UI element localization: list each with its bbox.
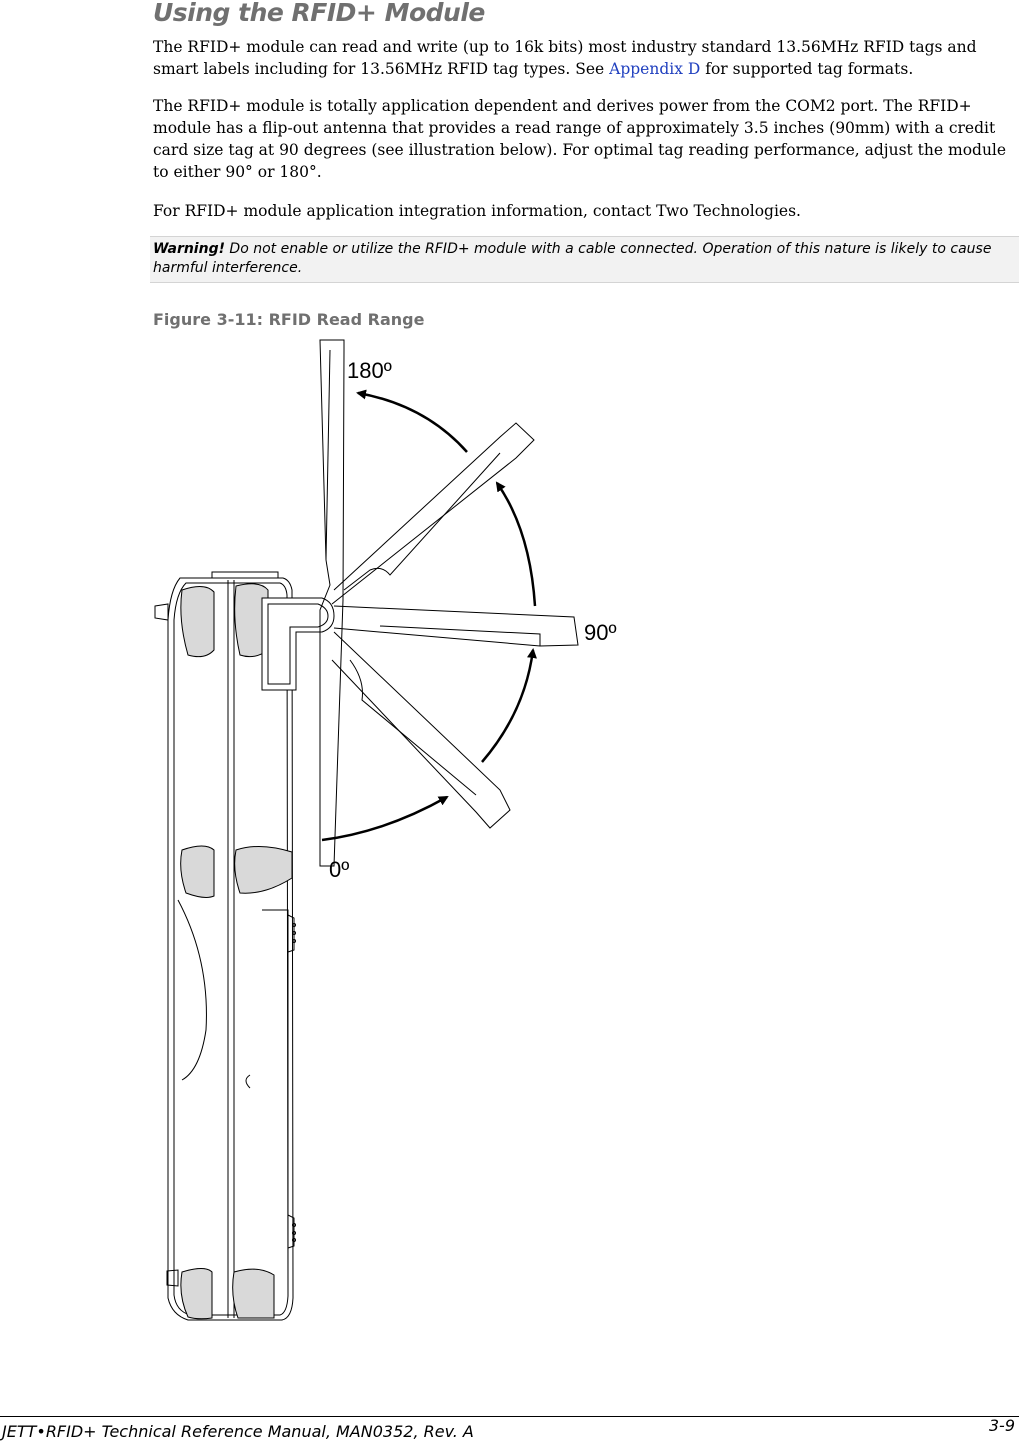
angle-label-180: 180º bbox=[347, 358, 392, 383]
warning-box bbox=[150, 236, 1019, 283]
rfid-read-range-figure bbox=[0, 330, 700, 1330]
rotation-arrows bbox=[322, 393, 535, 840]
appendix-d-link[interactable]: Appendix D bbox=[609, 60, 701, 78]
footer-manual-title: JETT•RFID+ Technical Reference Manual, MAN0352, Rev. A bbox=[2, 1422, 474, 1441]
paragraph-intro-text-start: The RFID+ module can read and write (up to 16k bits) most industry standard 13.56MHz RFID tags and smart labels including for 13.56MHz RFID tag types. See bbox=[153, 38, 977, 78]
paragraph-intro-text-end: for supported tag formats. bbox=[700, 60, 914, 78]
figure-caption: Figure 3-11: RFID Read Range bbox=[153, 310, 425, 329]
antenna-45 bbox=[332, 632, 510, 828]
paragraph-intro bbox=[153, 36, 1019, 80]
arrow-0-to-45 bbox=[322, 797, 447, 840]
warning-text: Do not enable or utilize the RFID+ module with a cable connected. Operation of this nature is likely to cause harmful interference. bbox=[153, 241, 992, 276]
arrow-90-to-135 bbox=[497, 483, 535, 606]
device-grips bbox=[181, 584, 292, 1319]
antenna-90 bbox=[334, 606, 578, 646]
footer-page-number: 3-9 bbox=[988, 1416, 1015, 1435]
angle-label-0: 0º bbox=[329, 857, 350, 882]
arrow-45-to-90 bbox=[482, 650, 533, 762]
antenna-hinge bbox=[262, 598, 334, 690]
paragraph-contact: For RFID+ module application integration information, contact Two Technologies. bbox=[153, 202, 801, 220]
paragraph-power: The RFID+ module is totally application dependent and derives power from the COM2 port. The RFID+ module has a flip-out antenna that provides a read range of approximately 3.5 inches (90mm) with a credit card size tag at 90 degrees (see illustration below). For optimal tag reading performance, adjust the module to either 90° or 180°. bbox=[153, 97, 1007, 181]
section-heading: Using the RFID+ Module bbox=[153, 0, 485, 27]
antenna-135 bbox=[332, 423, 534, 604]
warning-label: Warning! bbox=[153, 241, 225, 257]
footer-divider bbox=[0, 1416, 1019, 1417]
arrow-135-to-180 bbox=[358, 393, 467, 452]
side-buttons bbox=[288, 915, 296, 1248]
angle-label-90: 90º bbox=[584, 620, 617, 645]
